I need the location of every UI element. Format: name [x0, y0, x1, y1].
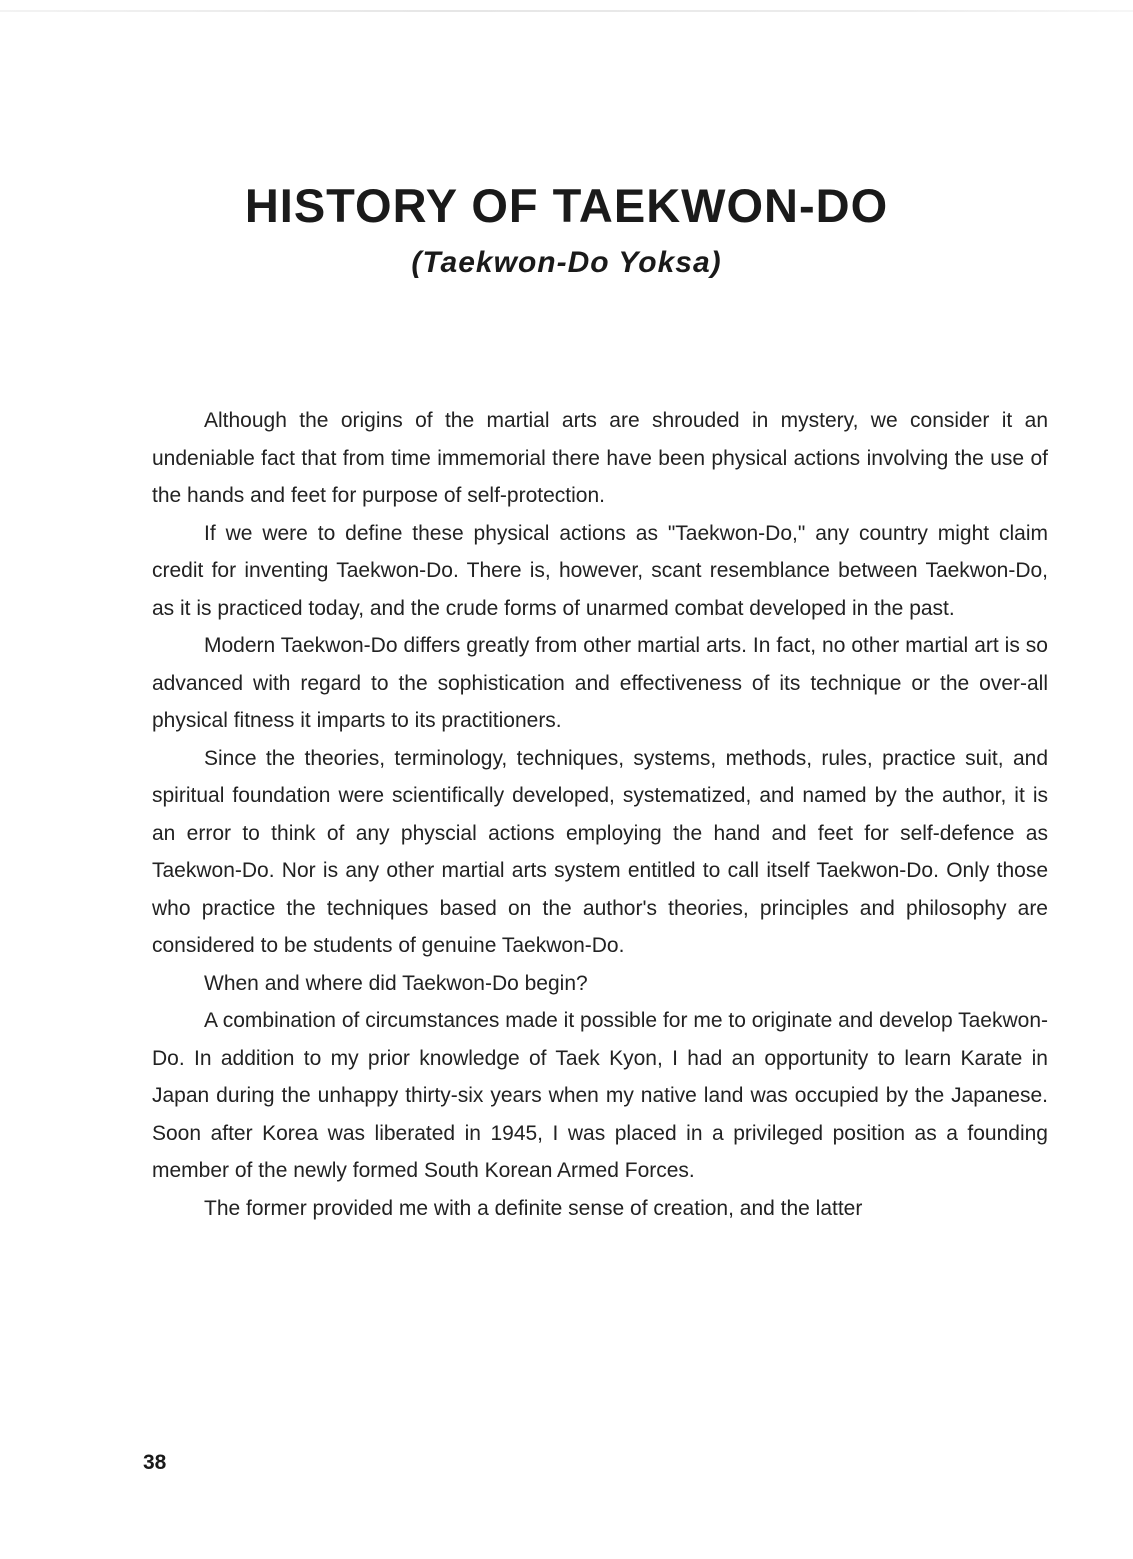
page-subtitle: (Taekwon-Do Yoksa)	[411, 246, 722, 279]
paragraph: If we were to define these physical actions as "Taekwon-Do," any country might claim credit for inventing Taekwon-Do. There is, however, scant resemblance between Taekwon-Do, as it is practiced today, and the crude forms of unarmed combat developed in the past.	[152, 521, 1048, 620]
paragraph: A combination of circumstances made it possible for me to originate and develop Taekwon-Do. In addition to my prior knowledge of Taek Kyon, I had an opportunity to learn Karate in Japan during the unhappy thirty-six years when my native land was occupied by the Japanese. Soon after Korea was liberated in 1945, I was placed in a privileged position as a founding member of the newly formed South Korean Armed Forces.	[152, 1009, 1048, 1182]
paragraph: Although the origins of the martial arts are shrouded in mystery, we consider it an undeniable fact that from time immemorial there have been physical actions involving the use of the hands and feet for purpose of self-protection.	[152, 409, 1048, 507]
page-number: 38	[143, 1451, 167, 1474]
page-title: HISTORY OF TAEKWON-DO	[244, 179, 889, 232]
paragraph: When and where did Taekwon-Do begin?	[204, 971, 588, 995]
page-top-edge	[0, 10, 1133, 12]
paragraph: The former provided me with a definite sense of creation, and the latter	[204, 1196, 863, 1220]
paragraph: Modern Taekwon-Do differs greatly from other martial arts. In fact, no other martial art is so advanced with regard to the sophistication and effectiveness of its technique or the over-all physical fitness it imparts to its practitioners.	[152, 634, 1048, 732]
body-text	[152, 402, 1048, 1227]
paragraph: Since the theories, terminology, techniques, systems, methods, rules, practice suit, and spiritual foundation were scientifically developed, systematized, and named by the author, it is an error to think of any physcial actions employing the hand and feet for self-defence as Taekwon-Do. Nor is any other martial arts system entitled to call itself Taekwon-Do. Only those who practice the techniques based on the author's theories, principles and philosophy are considered to be students of genuine Taekwon-Do.	[152, 746, 1048, 957]
